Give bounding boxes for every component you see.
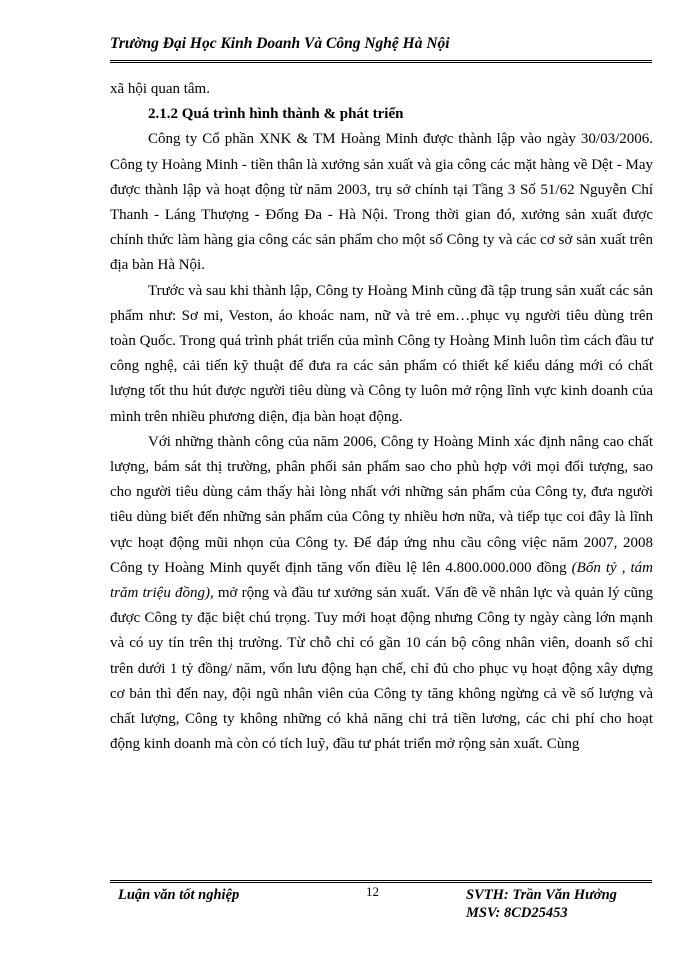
- paragraph-1: Công ty Cổ phần XNK & TM Hoàng Minh được thành lập vào ngày 30/03/2006. Công ty Hoàng Minh - tiền thân là xưởng sản xuất và gia công các mặt hàng về Dệt - May được thành lập và hoạt động từ năm 2003, trụ sở chính tại Tầng 3 Số 51/62 Nguyễn Chí Thanh - Láng Thượng - Đống Đa - Hà Nội. Trong thời gian đó, xưởng sản xuất được chính thức làm hàng gia công các sản phẩm cho một số Công ty và các cơ sở sản xuất trên địa bàn Hà Nội.: [110, 131, 653, 274]
- footer-author-block: [466, 886, 617, 922]
- page-number: 12: [366, 884, 379, 899]
- paragraph-3-part-2: , mở rộng và đầu tư xưởng sản xuất. Vấn đề về nhân lực và quản lý cũng được Công ty đặc biệt chú trọng. Tuy mới hoạt động nhưng Công ty ngày càng lớn mạnh và có uy tín trên thị trường. Từ chỗ chỉ có gần 10 cán bộ công nhân viên, doanh số chỉ trên dưới 1 tỷ đồng/ năm, vốn lưu động hạn chế, chỉ đủ cho phục vụ hoạt động xây dựng cơ bản thì đến nay, đội ngũ nhân viên của Công ty tăng không ngừng cả về số lượng và chất lượng, Công ty không những có khả năng chi trả tiền lương, các chi phí cho hoạt động kinh doanh mà còn có tích luỹ, đầu tư phát triển mở rộng sản xuất. Cùng: [110, 585, 653, 753]
- footer-student-id: MSV: 8CD25453: [466, 905, 568, 921]
- page-header-title: Trường Đại Học Kinh Doanh Và Công Nghệ Hà Nội: [110, 35, 450, 52]
- footer-divider: [110, 880, 652, 883]
- header-divider: [110, 60, 652, 63]
- footer-thesis-label: Luận văn tốt nghiệp: [118, 887, 240, 903]
- document-body: [110, 77, 653, 757]
- continuation-text: xã hội quan tâm.: [110, 81, 210, 97]
- paragraph-3-part-1: Với những thành công của năm 2006, Công ty Hoàng Minh xác định nâng cao chất lượng, bám sát thị trường, phân phối sản phẩm sao cho phù hợp với mọi đối tượng, sao cho người tiêu dùng cảm thấy hài lòng nhất với những sản phẩm của Công ty, đưa người tiêu dùng biết đến những sản phẩm của Công ty nhiều hơn nữa, và tiếp tục coi đây là lĩnh vực hoạt động mũi nhọn của Công ty. Để đáp ứng nhu cầu công việc năm 2007, 2008 Công ty Hoàng Minh quyết định tăng vốn điều lệ lên 4.800.000.000 đồng: [110, 433, 653, 576]
- section-heading: 2.1.2 Quá trình hình thành & phát triển: [148, 106, 404, 123]
- paragraph-2: Trước và sau khi thành lập, Công ty Hoàng Minh cũng đã tập trung sản xuất các sản phẩm như: Sơ mi, Veston, áo khoác nam, nữ và trẻ em…phục vụ người tiêu dùng trên toàn Quốc. Trong quá trình phát triển của mình Công ty Hoàng Minh luôn tìm cách đầu tư công nghệ, cải tiến kỹ thuật để đưa ra các sản phẩm có thiết kế kiểu dáng mới có chất lượng tốt thu hút được người tiêu dùng và Công ty luôn mở rộng lĩnh vực kinh doanh của mình trên nhiều phương diện, địa bàn hoạt động.: [110, 282, 653, 425]
- paragraph-3: [110, 430, 653, 758]
- footer-author: SVTH: Trần Văn Hưởng: [466, 887, 617, 903]
- paragraph-3-italic-note: (Bốn tỷ , tám trăm triệu đồng): [110, 559, 653, 602]
